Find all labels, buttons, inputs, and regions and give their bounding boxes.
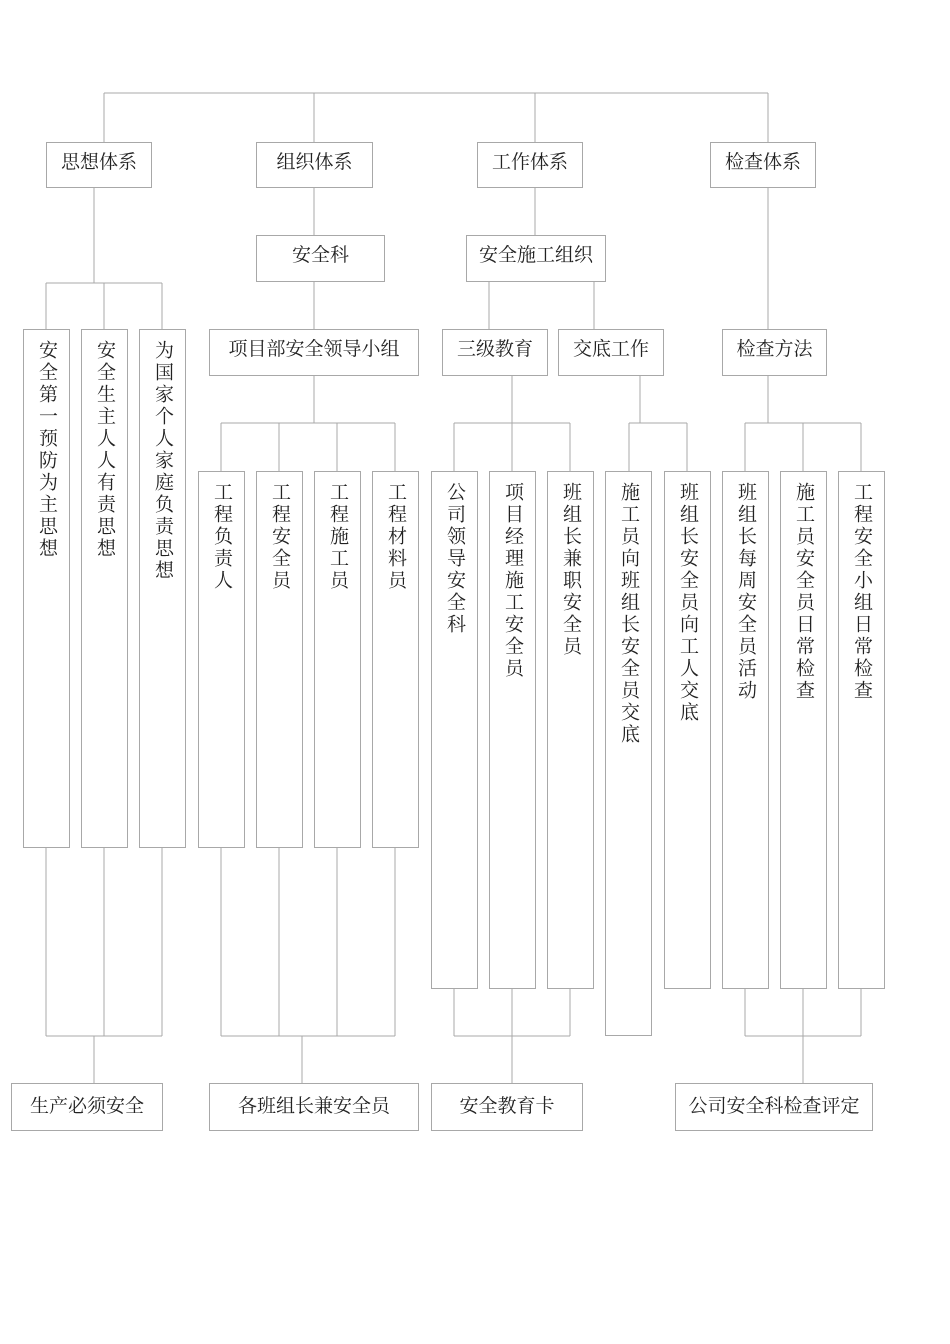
- inspection-item-3-text: 工程安全小组日常检查: [851, 482, 873, 702]
- briefing-item-1: [605, 471, 652, 1036]
- three-level-education-box: [442, 329, 548, 376]
- briefing-item-1-text: 施工员向班组长安全员交底: [618, 482, 640, 746]
- organization-system-label: 组织体系: [276, 150, 353, 173]
- org-member-2-text: 工程安全员: [269, 482, 291, 592]
- org-member-3: [314, 471, 361, 848]
- education-item-3: [547, 471, 594, 989]
- org-member-4-text: 工程材料员: [385, 482, 407, 592]
- education-item-2-text: 项目经理施工安全员: [502, 482, 524, 680]
- briefing-item-2-text: 班组长安全员向工人交底: [677, 482, 699, 724]
- inspection-item-3: [838, 471, 885, 989]
- inspection-item-1: [722, 471, 769, 989]
- safety-education-card-box: [431, 1083, 583, 1131]
- thought-system-box: [46, 142, 152, 188]
- work-system-label: 工作体系: [491, 150, 568, 173]
- briefing-work-box: [558, 329, 664, 376]
- thought-system-label: 思想体系: [60, 150, 137, 173]
- thought-item-1-text: 安全第一预防为主思想: [36, 340, 58, 560]
- org-member-1-text: 工程负责人: [211, 482, 233, 592]
- education-item-3-text: 班组长兼职安全员: [560, 482, 582, 658]
- leading-group-box: [209, 329, 419, 376]
- inspection-system-box: [710, 142, 816, 188]
- inspection-item-2-text: 施工员安全员日常检查: [793, 482, 815, 702]
- org-member-4: [372, 471, 419, 848]
- thought-item-2: [81, 329, 128, 848]
- company-inspection-box: [675, 1083, 873, 1131]
- briefing-work-label: 交底工作: [572, 338, 649, 360]
- thought-item-1: [23, 329, 70, 848]
- safety-dept-label: 安全科: [291, 244, 349, 266]
- inspection-method-box: [722, 329, 827, 376]
- education-item-1-text: 公司领导安全科: [444, 482, 466, 636]
- org-member-2: [256, 471, 303, 848]
- safety-construction-org-label: 安全施工组织: [478, 244, 593, 266]
- education-item-2: [489, 471, 536, 989]
- organization-system-box: [256, 142, 373, 188]
- briefing-item-2: [664, 471, 711, 989]
- production-safety-label: 生产必须安全: [29, 1095, 144, 1117]
- team-leader-safety-label: 各班组长兼安全员: [237, 1095, 390, 1117]
- safety-education-card-label: 安全教育卡: [459, 1095, 555, 1117]
- safety-construction-org-box: [466, 235, 606, 282]
- production-safety-box: [11, 1083, 163, 1131]
- thought-item-3: [139, 329, 186, 848]
- thought-item-3-text: 为国家个人家庭负责思想: [152, 340, 174, 582]
- inspection-item-2: [780, 471, 827, 989]
- work-system-box: [477, 142, 583, 188]
- inspection-method-label: 检查方法: [736, 338, 813, 360]
- inspection-item-1-text: 班组长每周安全员活动: [735, 482, 757, 702]
- inspection-system-label: 检查体系: [724, 150, 801, 173]
- leading-group-label: 项目部安全领导小组: [228, 338, 400, 360]
- org-member-1: [198, 471, 245, 848]
- thought-item-2-text: 安全生主人人有责思想: [94, 340, 116, 560]
- education-item-1: [431, 471, 478, 989]
- three-level-education-label: 三级教育: [456, 338, 533, 360]
- company-inspection-label: 公司安全科检查评定: [688, 1095, 860, 1117]
- org-member-3-text: 工程施工员: [327, 482, 349, 592]
- team-leader-safety-box: [209, 1083, 419, 1131]
- safety-dept-box: [256, 235, 385, 282]
